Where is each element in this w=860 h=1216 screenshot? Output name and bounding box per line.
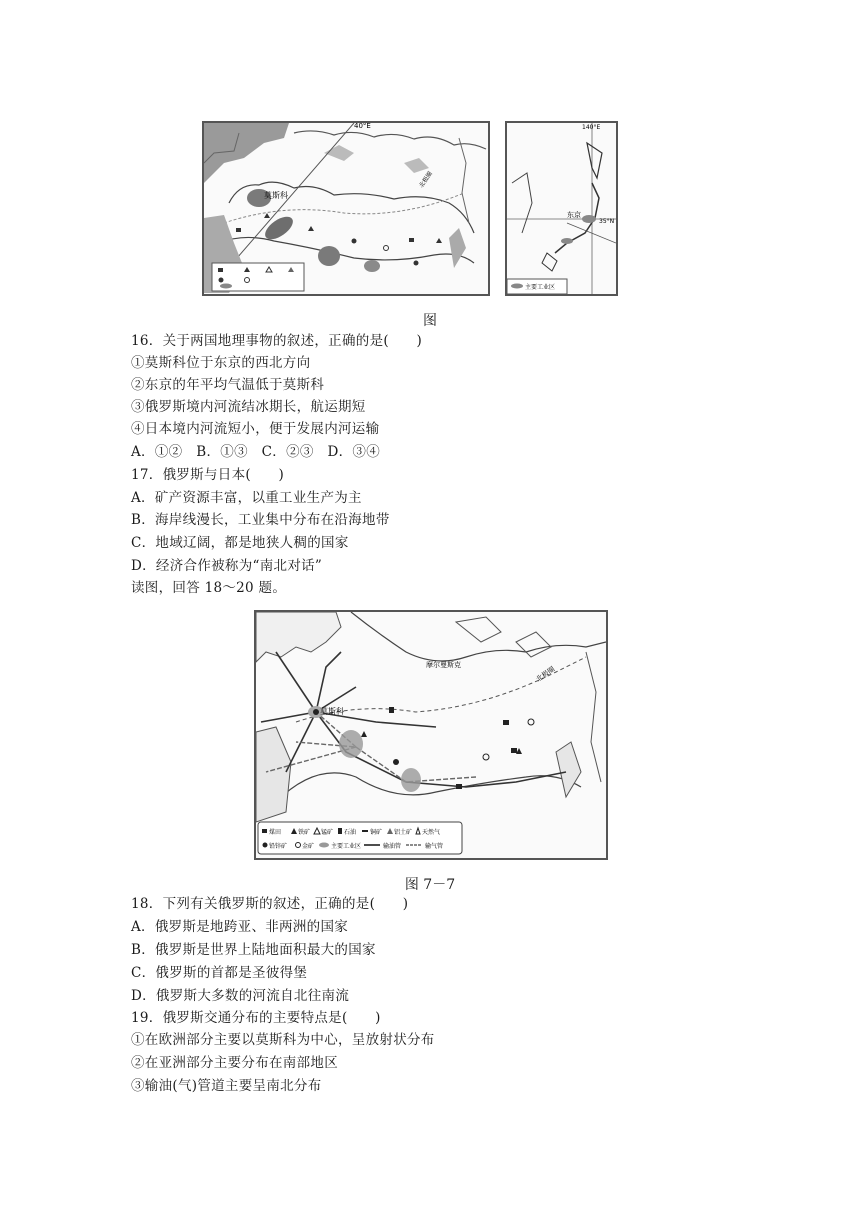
legend-bauxite: 铝土矿: [394, 829, 413, 836]
q18-option-d: D．俄罗斯大多数的河流自北往南流: [131, 988, 350, 1004]
japan-map: [505, 121, 618, 296]
legend-natural-gas: 天然气: [422, 829, 441, 836]
q17-option-d: D．经济合作被称为“南北对话”: [131, 558, 323, 574]
legend-gas-pipeline: 输气管: [425, 843, 444, 850]
meridian-label-140e: 140°E: [582, 124, 601, 131]
legend-oil-pipeline: 输油管: [383, 843, 402, 850]
q18-option-c: C．俄罗斯的首都是圣彼得堡: [131, 965, 308, 981]
legend-gold: 金矿: [302, 843, 315, 850]
q16-statement-1: ①莫斯科位于东京的西北方向: [131, 355, 311, 371]
figure2-caption: 图 7－7: [404, 877, 456, 893]
meridian-label-40e: 40°E: [354, 123, 371, 130]
russia-map-1-drawing: [204, 123, 488, 294]
q19-statement-1: ①在欧洲部分主要以莫斯科为中心，呈放射状分布: [131, 1032, 435, 1048]
legend-iron: 铁矿: [298, 829, 311, 836]
japan-map-drawing: [507, 123, 616, 294]
legend-coal: 煤田: [269, 829, 282, 836]
q18-option-a: A．俄罗斯是地跨亚、非两洲的国家: [131, 919, 349, 935]
japan-legend-industry: 主要工业区: [525, 284, 556, 291]
q17-option-b: B．海岸线漫长，工业集中分布在沿海地带: [131, 512, 390, 528]
legend-oil: 石油: [344, 829, 357, 836]
arctic-circle-label-2: 北极圈: [534, 665, 557, 684]
legend-industrial-zone: 主要工业区: [331, 843, 362, 850]
russia-map-2: [254, 610, 608, 860]
arctic-circle-label: 北极圈: [417, 170, 434, 190]
moscow-label: 莫斯科: [264, 191, 288, 200]
q18-option-b: B．俄罗斯是世界上陆地面积最大的国家: [131, 942, 376, 958]
q16-statement-2: ②东京的年平均气温低于莫斯科: [131, 377, 325, 393]
legend-copper: 铜矿: [370, 829, 383, 836]
q17-option-c: C．地域辽阔，都是地狭人稠的国家: [131, 535, 349, 551]
figure2-legend: [258, 822, 462, 854]
read-figure-instruction: 读图，回答 18～20 题。: [131, 580, 287, 596]
q16-options: A．①② B．①③ C．②③ D．③④: [131, 444, 381, 460]
q19-statement-3: ③输油(气)管道主要呈南北分布: [131, 1078, 322, 1094]
tokyo-label: 东京: [567, 211, 581, 219]
parallel-label-35n: 35°N: [599, 218, 615, 225]
legend-manganese: 锰矿: [321, 829, 334, 836]
q16-statement-3: ③俄罗斯境内河流结冰期长，航运期短: [131, 399, 366, 415]
russia-map-2-drawing: [256, 612, 606, 858]
russia-map-1: [202, 121, 490, 296]
q17-option-a: A．矿产资源丰富，以重工业生产为主: [131, 490, 362, 506]
q17-stem: 17．俄罗斯与日本( ): [131, 467, 285, 483]
q19-statement-2: ②在亚洲部分主要分布在南部地区: [131, 1055, 338, 1071]
moscow-label-2: 莫斯科: [320, 707, 344, 716]
q16-statement-4: ④日本境内河流短小，便于发展内河运输: [131, 421, 380, 437]
q16-stem: 16．关于两国地理事物的叙述，正确的是( ): [131, 333, 423, 349]
murmansk-label: 摩尔曼斯克: [426, 661, 461, 669]
legend-lead-zinc: 铅锌矿: [269, 843, 288, 850]
figure1-caption: 图: [423, 313, 437, 329]
q18-stem: 18．下列有关俄罗斯的叙述，正确的是( ): [131, 896, 409, 912]
q19-stem: 19．俄罗斯交通分布的主要特点是( ): [131, 1010, 381, 1026]
